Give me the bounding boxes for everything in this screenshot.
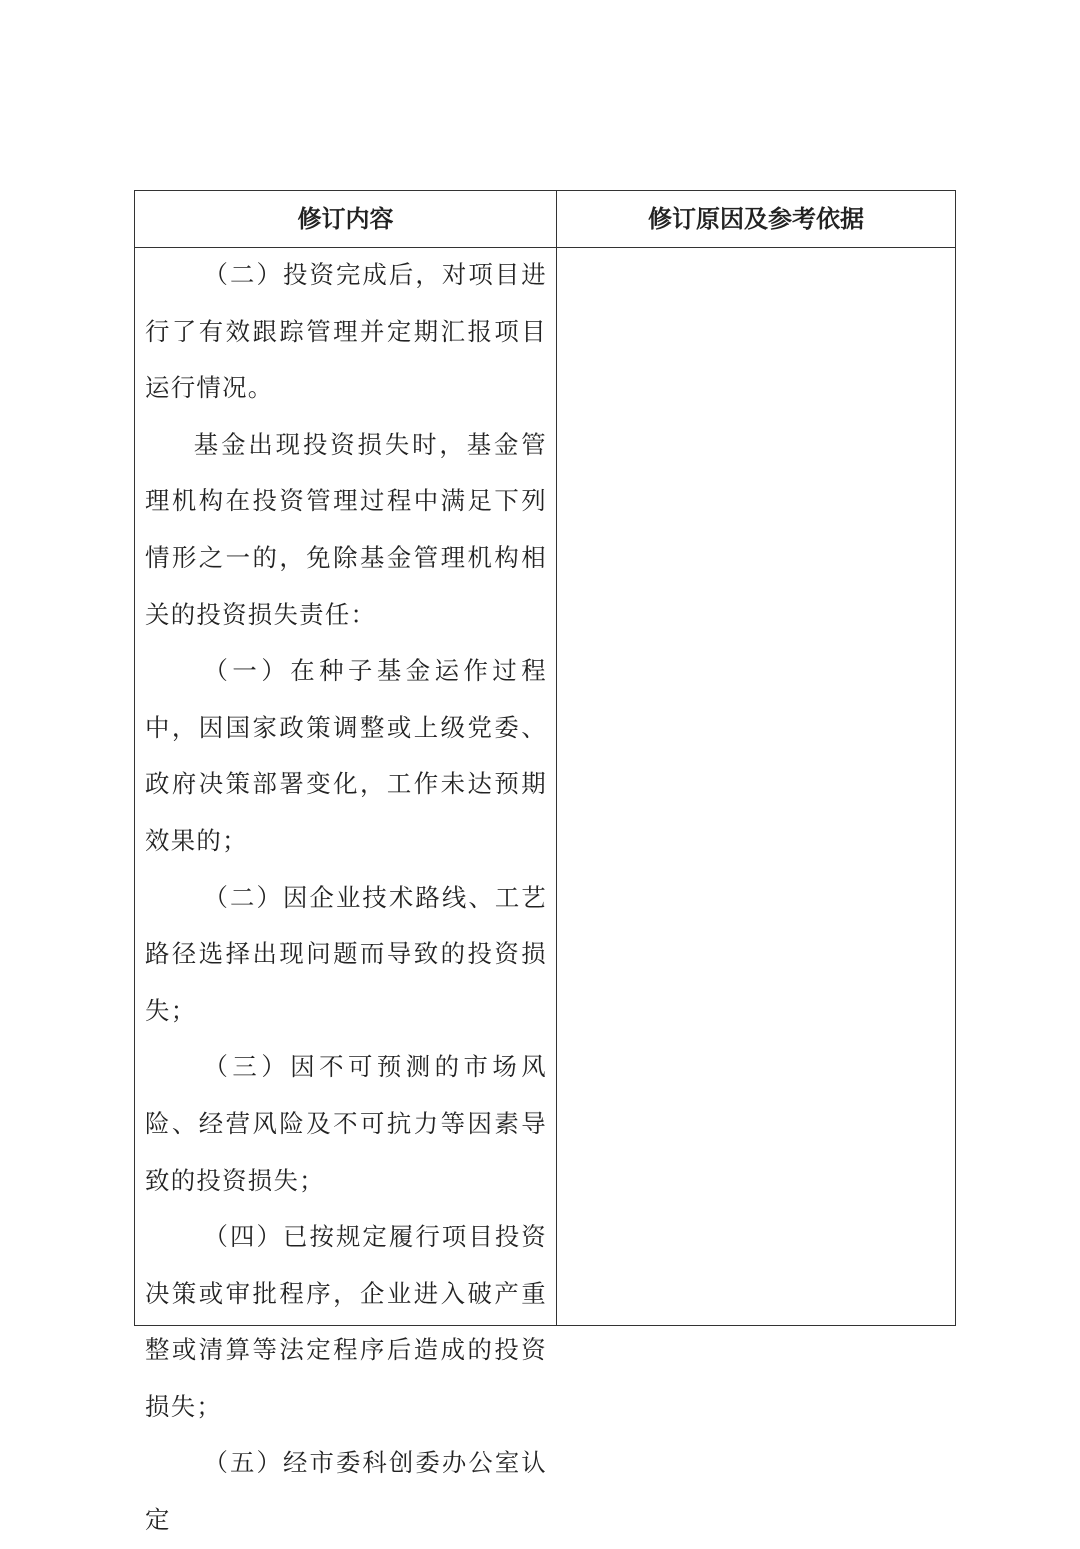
content-paragraph: 基金出现投资损失时，基金管理机构在投资管理过程中满足下列情形之一的，免除基金管理机构相关的投资损失责任： bbox=[145, 429, 547, 629]
header-revision-content: 修订内容 bbox=[297, 205, 394, 233]
content-paragraph: （五）经市委科创委办公室认定 bbox=[145, 1448, 547, 1535]
content-paragraph: （一）在种子基金运作过程中，因国家政策调整或上级党委、政府决策部署变化，工作未达预期效果的； bbox=[145, 656, 547, 855]
content-paragraph: （二）投资完成后，对项目进行了有效跟踪管理并定期汇报项目运行情况。 bbox=[145, 260, 547, 403]
revision-reason-cell bbox=[557, 248, 955, 1325]
content-paragraph: （二）因企业技术路线、工艺路径选择出现问题而导致的投资损失； bbox=[145, 882, 547, 1025]
header-revision-reason: 修订原因及参考依据 bbox=[648, 205, 864, 233]
table-header-row bbox=[135, 191, 955, 248]
content-paragraph: （三）因不可预测的市场风险、经营风险及不可抗力等因素导致的投资损失； bbox=[145, 1052, 547, 1195]
revision-content-cell bbox=[135, 248, 556, 1549]
content-paragraph: （四）已按规定履行项目投资决策或审批程序，企业进入破产重整或清算等法定程序后造成的投资损失； bbox=[145, 1222, 547, 1421]
revision-table bbox=[134, 190, 956, 1535]
